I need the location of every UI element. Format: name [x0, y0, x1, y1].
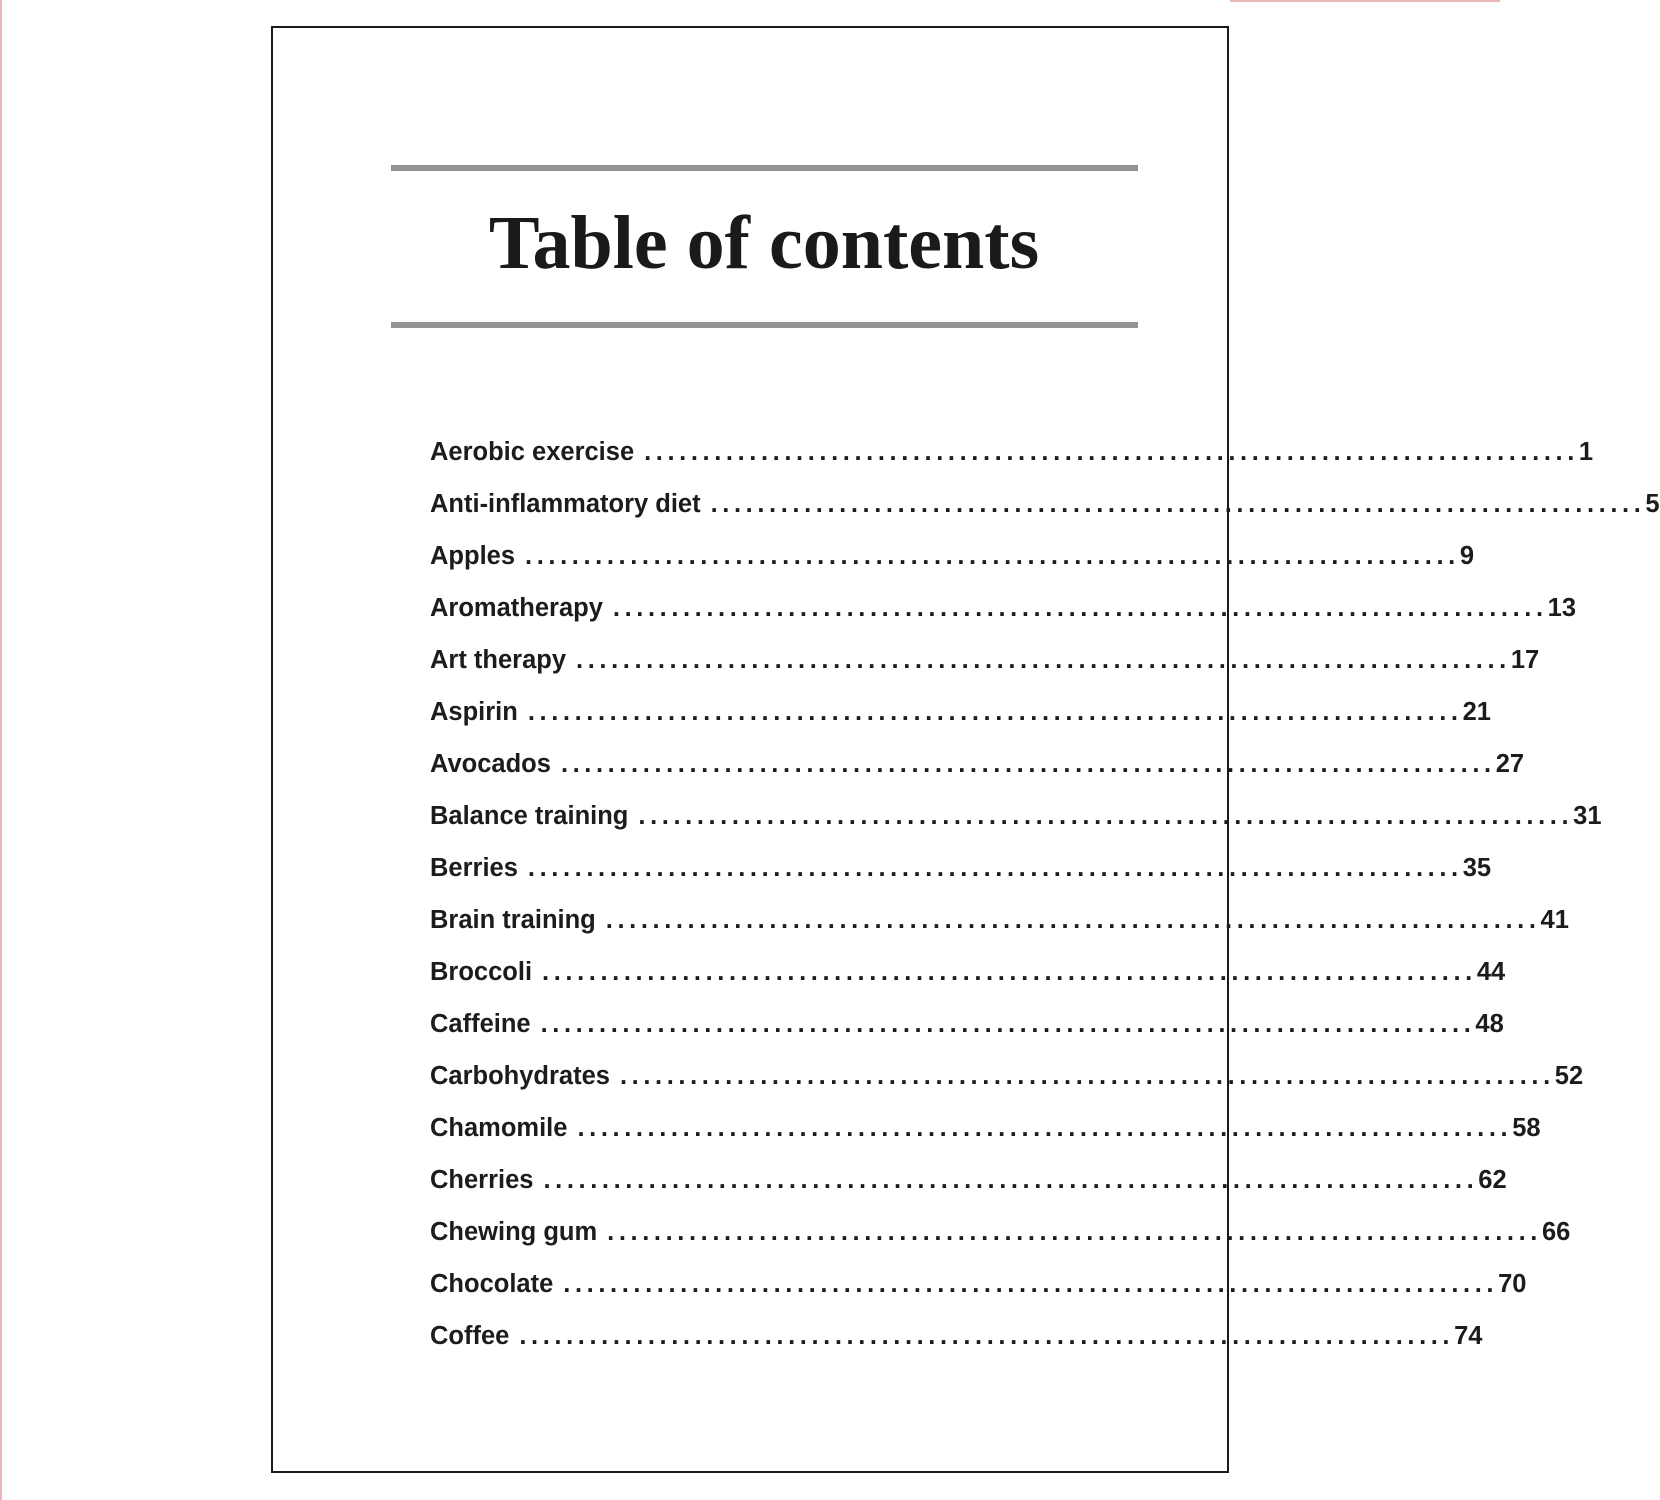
toc-entry [430, 750, 1525, 802]
toc-dot-leader: ................................................................................ [607, 1218, 1542, 1246]
toc-dot-leader: ................................................................................ [542, 958, 1477, 986]
toc-entry [430, 698, 1491, 750]
toc-entry-label: Anti-inflammatory diet [430, 490, 701, 518]
toc-entry-label: Cherries [430, 1166, 534, 1194]
toc-entry-page-number: 44 [1476, 958, 1506, 986]
toc-entry-page-number: 9 [1459, 542, 1474, 570]
toc-entry-page-number: 58 [1512, 1114, 1541, 1142]
toc-entry-page-number: 17 [1510, 646, 1540, 674]
toc-entry-label: Avocados [430, 750, 551, 778]
toc-entry-page-number: 70 [1498, 1270, 1527, 1298]
toc-entry-label: Chocolate [430, 1270, 554, 1298]
toc-dot-leader: ................................................................................ [527, 698, 1463, 726]
toc-dot-leader: ................................................................................ [527, 854, 1463, 882]
toc-entry-label: Broccoli [430, 958, 533, 986]
toc-entry-page-number: 66 [1541, 1218, 1571, 1246]
toc-dot-leader: ................................................................................ [638, 802, 1574, 830]
toc-entry-label: Aerobic exercise [430, 438, 635, 466]
toc-list [430, 438, 1660, 1374]
toc-dot-leader: ................................................................................ [525, 542, 1460, 570]
book-page [271, 26, 1660, 1473]
toc-entry-page-number: 27 [1495, 750, 1525, 778]
toc-entry-label: Art therapy [430, 646, 567, 674]
toc-entry [430, 438, 1594, 490]
toc-entry-label: Caffeine [430, 1010, 531, 1038]
toc-entry [430, 1166, 1507, 1218]
toc-entry-label: Carbohydrates [430, 1062, 610, 1090]
toc-dot-leader: ................................................................................ [563, 1270, 1499, 1298]
toc-entry-label: Aspirin [430, 698, 518, 726]
title-bottom-rule [391, 322, 1138, 328]
toc-entry [430, 906, 1569, 958]
toc-dot-leader: ................................................................................ [710, 490, 1646, 518]
toc-dot-leader: ................................................................................ [644, 438, 1579, 466]
toc-entry [430, 1270, 1527, 1322]
toc-entry-page-number: 35 [1462, 854, 1492, 882]
title-top-rule [391, 165, 1138, 171]
toc-entry-page-number: 1 [1578, 438, 1594, 466]
toc-entry [430, 490, 1660, 542]
toc-dot-leader: ................................................................................ [543, 1166, 1479, 1194]
toc-entry-label: Aromatherapy [430, 594, 603, 622]
page-title: Table of contents [488, 201, 1040, 285]
toc-entry-page-number: 31 [1573, 802, 1602, 830]
toc-entry-page-number: 52 [1554, 1062, 1584, 1090]
toc-dot-leader: ................................................................................ [540, 1010, 1476, 1038]
toc-entry-label: Balance training [430, 802, 629, 830]
toc-entry-page-number: 13 [1547, 594, 1577, 622]
toc-entry [430, 594, 1577, 646]
toc-dot-leader: ................................................................................ [519, 1322, 1455, 1350]
toc-entry-page-number: 74 [1454, 1322, 1483, 1350]
toc-entry [430, 542, 1474, 594]
toc-entry-label: Brain training [430, 906, 596, 934]
toc-dot-leader: ................................................................................ [560, 750, 1496, 778]
toc-entry-label: Chamomile [430, 1114, 568, 1142]
toc-entry-page-number: 48 [1475, 1010, 1504, 1038]
toc-entry [430, 854, 1492, 906]
top-edge-line [1230, 0, 1500, 2]
toc-entry [430, 1218, 1571, 1270]
toc-entry [430, 646, 1540, 698]
toc-entry [430, 1062, 1584, 1114]
toc-dot-leader: ................................................................................ [577, 1114, 1513, 1142]
toc-entry-label: Coffee [430, 1322, 510, 1350]
toc-entry-label: Berries [430, 854, 518, 882]
toc-entry [430, 958, 1506, 1010]
toc-dot-leader: ................................................................................ [619, 1062, 1555, 1090]
toc-entry-page-number: 5 [1645, 490, 1660, 518]
toc-dot-leader: ................................................................................ [576, 646, 1511, 674]
toc-entry [430, 1010, 1504, 1062]
toc-entry-page-number: 62 [1478, 1166, 1507, 1194]
toc-entry-page-number: 41 [1540, 906, 1569, 934]
toc-entry [430, 1114, 1541, 1166]
toc-entry [430, 1322, 1483, 1374]
toc-dot-leader: ................................................................................ [612, 594, 1548, 622]
toc-entry-page-number: 21 [1462, 698, 1491, 726]
toc-entry-label: Chewing gum [430, 1218, 598, 1246]
toc-dot-leader: ................................................................................ [605, 906, 1541, 934]
toc-entry-label: Apples [430, 542, 516, 570]
left-edge-line [0, 0, 2, 1500]
toc-entry [430, 802, 1602, 854]
